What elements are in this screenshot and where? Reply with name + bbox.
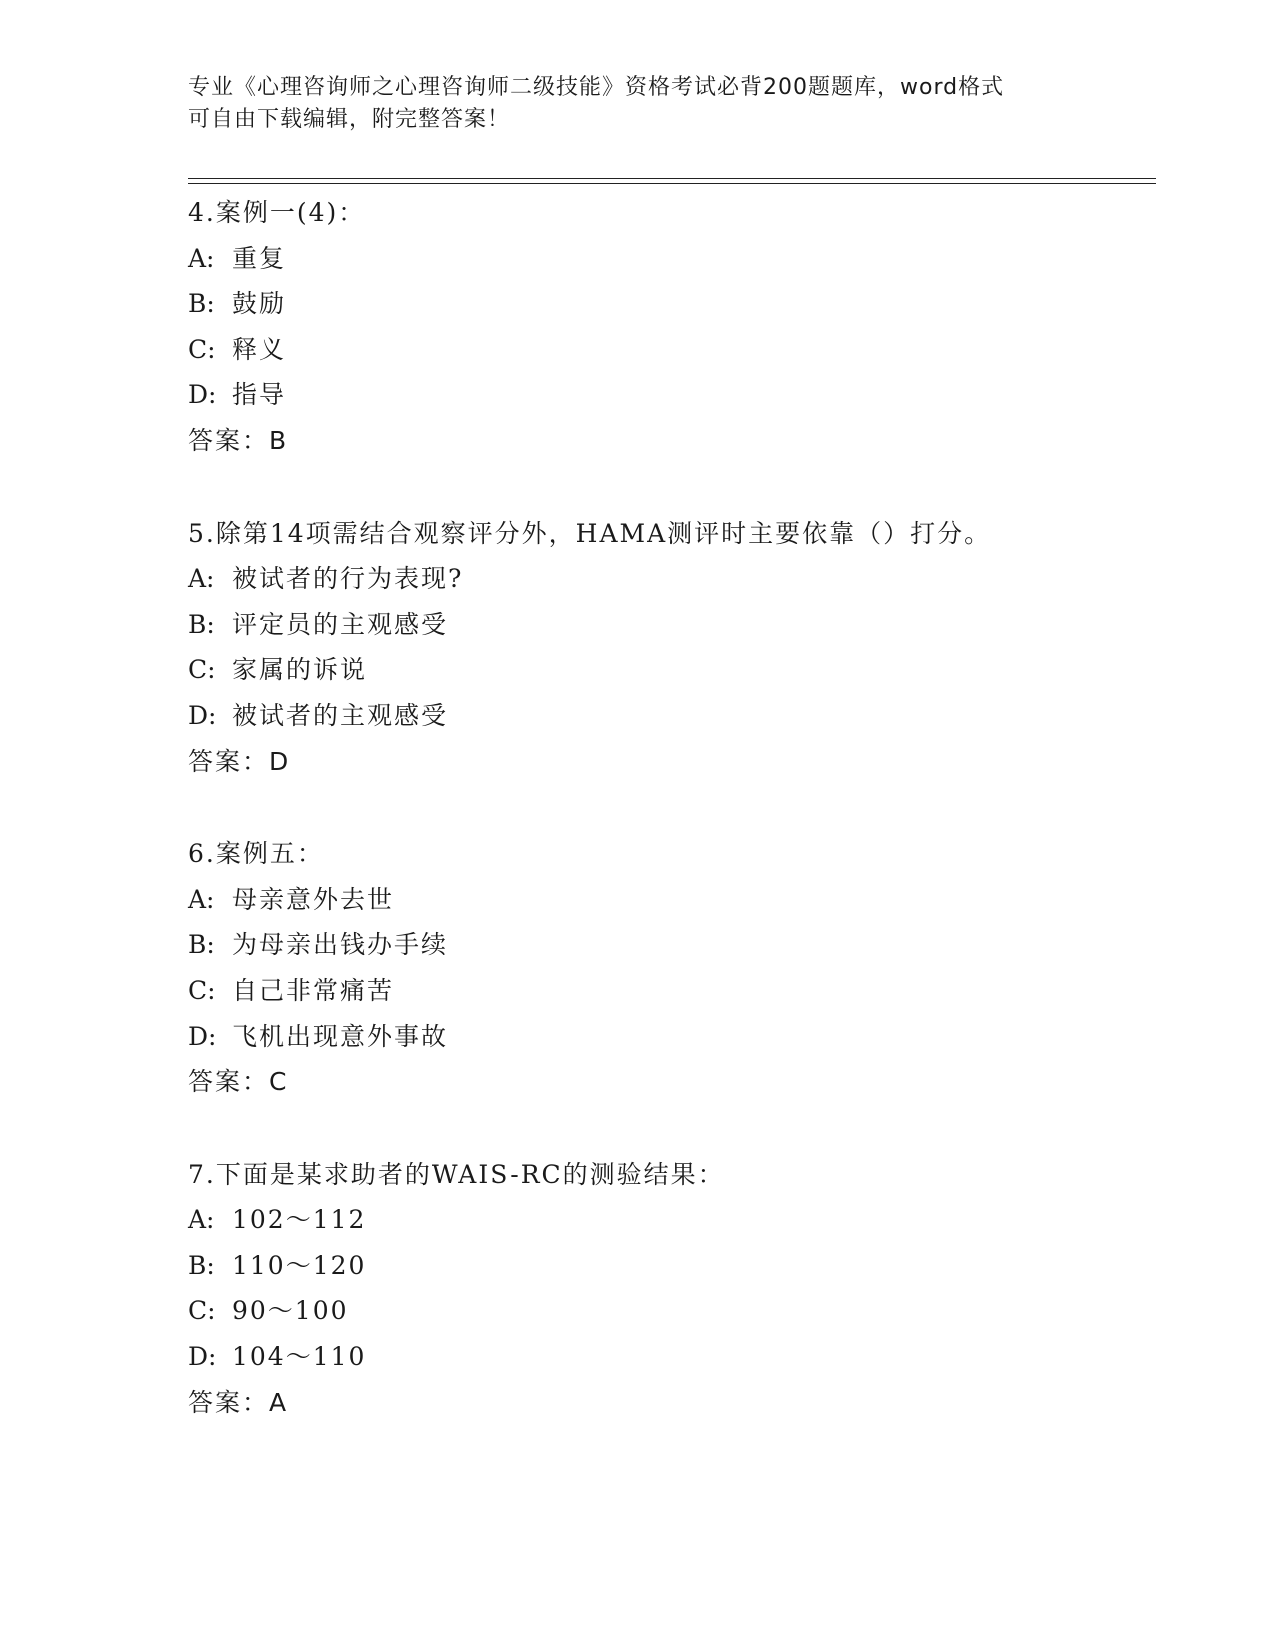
option-key: B: [188,1250,215,1280]
option-key: B: [188,289,215,319]
option-text: 自己非常痛苦 [232,975,395,1005]
question-stem: 5.除第14项需结合观察评分外，HAMA测评时主要依靠（）打分。 [188,518,992,548]
option-key: D: [188,380,217,410]
question-4 [188,190,1168,464]
option-key: C: [188,1296,216,1326]
option-key: B: [188,609,215,639]
option-text: 母亲意外去世 [232,884,395,914]
option-text: 飞机出现意外事故 [232,1021,449,1051]
option-key: C: [188,655,216,685]
answer-line: 答案：B [188,425,289,455]
option-key: A: [188,1205,215,1235]
option-text: 家属的诉说 [232,655,368,685]
answer-line: 答案：D [188,746,291,776]
option-key: A: [188,243,215,273]
answer-line: 答案：A [188,1387,289,1417]
option-text: 指导 [232,380,287,410]
option-text: 被试者的行为表现? [232,564,464,594]
option-key: B: [188,930,215,960]
option-a [188,236,1168,282]
option-key: C: [188,334,216,364]
option-a [188,556,1168,602]
document-header [188,72,1088,136]
option-text: 为母亲出钱办手续 [232,930,449,960]
question-stem: 6.案例五： [188,839,324,869]
option-a [188,1197,1168,1243]
option-key: D: [188,1342,217,1372]
option-d [188,1014,1168,1060]
option-key: D: [188,700,217,730]
question-list [188,190,1168,1472]
option-c [188,968,1168,1014]
option-key: D: [188,1021,217,1051]
question-stem: 4.案例一(4)： [188,198,366,227]
option-d [188,1334,1168,1380]
option-text: 重复 [232,243,287,273]
option-d [188,693,1168,739]
option-b [188,1243,1168,1289]
option-d [188,372,1168,418]
question-6 [188,831,1168,1105]
header-divider-bottom [188,183,1156,184]
question-7 [188,1152,1168,1426]
option-key: A: [188,564,215,594]
option-text: 102～112 [232,1205,367,1235]
option-text: 评定员的主观感受 [232,609,449,639]
option-text: 鼓励 [232,289,287,319]
option-key: A: [188,884,215,914]
option-c [188,327,1168,373]
option-b [188,922,1168,968]
option-b [188,281,1168,327]
header-title-line2: 可自由下载编辑，附完整答案！ [188,107,511,132]
option-text: 释义 [232,334,287,364]
option-key: C: [188,975,216,1005]
option-a [188,877,1168,923]
answer-line: 答案：C [188,1067,289,1097]
option-text: 104～110 [232,1342,367,1372]
question-stem: 7.下面是某求助者的WAIS-RC的测验结果： [188,1159,725,1189]
question-5 [188,511,1168,785]
option-c [188,1288,1168,1334]
option-c [188,647,1168,693]
option-b [188,602,1168,648]
option-text: 110～120 [232,1250,367,1280]
header-title-line1: 专业《心理咨询师之心理咨询师二级技能》资格考试必背200题题库，word格式 [188,75,1005,100]
option-text: 被试者的主观感受 [232,700,449,730]
option-text: 90～100 [232,1296,349,1326]
header-divider-top [188,178,1156,179]
